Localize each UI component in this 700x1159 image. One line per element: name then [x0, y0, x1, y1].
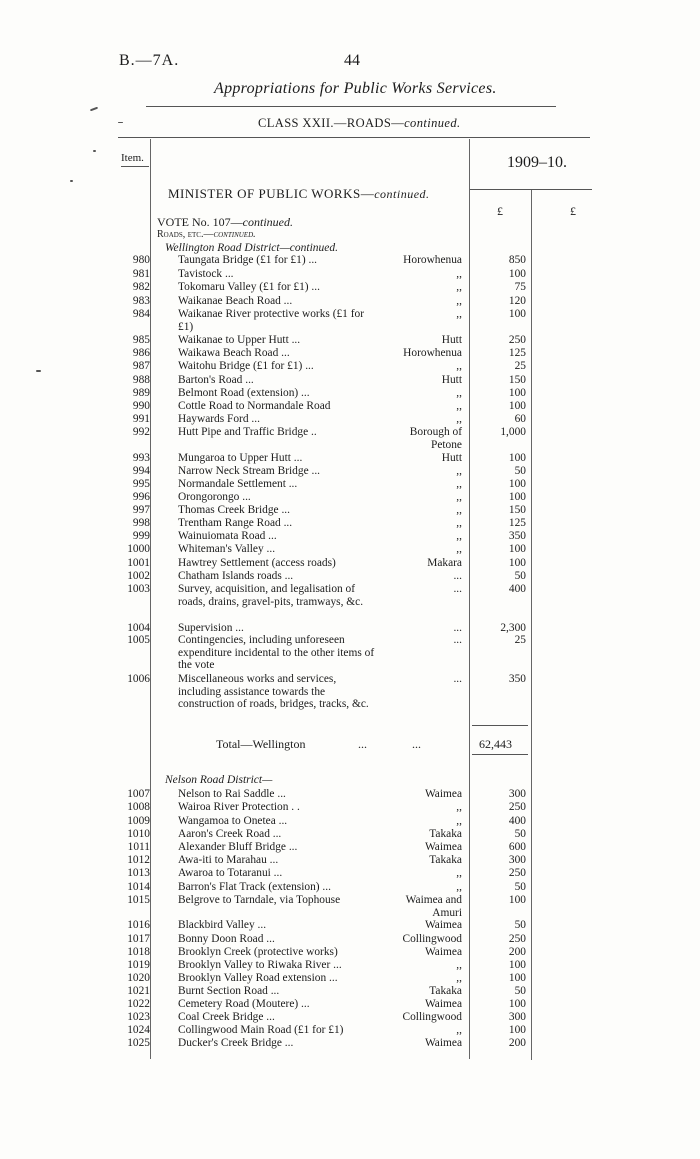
item-number: 1010 — [127, 828, 150, 840]
item-number: 990 — [132, 400, 150, 412]
item-description: Barron's Flat Track (extension) ... — [178, 881, 331, 893]
item-district: ... — [453, 673, 462, 685]
item-description: Chatham Islands roads ... — [178, 570, 294, 582]
item-description: Cemetery Road (Moutere) ... — [178, 998, 310, 1010]
item-number: 1012 — [127, 854, 150, 866]
item-description: Hutt Pipe and Traffic Bridge .. — [178, 426, 317, 438]
item-description: Haywards Ford ... — [178, 413, 260, 425]
item-amount: 200 — [508, 1037, 526, 1049]
item-description: Contingencies, including unforeseen expenditure incidental to the other items of the vote — [178, 634, 375, 671]
item-district: ,, — [456, 400, 462, 412]
item-description: Supervision ... — [178, 622, 244, 634]
item-amount: 100 — [508, 400, 526, 412]
item-amount: 400 — [508, 815, 526, 827]
scan-speck — [90, 107, 98, 112]
item-number: 981 — [132, 268, 150, 280]
item-amount: 50 — [514, 919, 526, 931]
item-number: 1025 — [127, 1037, 150, 1049]
minister-heading: MINISTER OF PUBLIC WORKS—continued. — [168, 186, 430, 201]
item-amount: 100 — [508, 543, 526, 555]
item-number: 988 — [132, 374, 150, 386]
item-number: 993 — [132, 452, 150, 464]
item-district: Makara — [427, 557, 462, 569]
item-number: 997 — [132, 504, 150, 516]
item-number: 982 — [132, 281, 150, 293]
item-description: Nelson to Rai Saddle ... — [178, 788, 286, 800]
item-description: Ducker's Creek Bridge ... — [178, 1037, 294, 1049]
item-description: Waikanae to Upper Hutt ... — [178, 334, 301, 346]
item-district: ,, — [456, 881, 462, 893]
column-header-year: 1909–10. — [507, 154, 567, 171]
item-district: ,, — [456, 478, 462, 490]
item-number: 1017 — [127, 933, 150, 945]
item-amount: 100 — [508, 1024, 526, 1036]
item-amount: 300 — [508, 788, 526, 800]
item-district: ,, — [456, 308, 462, 320]
item-number: 1014 — [127, 881, 150, 893]
item-description: Collingwood Main Road (£1 for £1) — [178, 1024, 344, 1036]
item-district: ,, — [456, 504, 462, 516]
item-number: 994 — [132, 465, 150, 477]
year-column-rule-left — [469, 139, 470, 1059]
nelson-district-heading: Nelson Road District— — [165, 774, 273, 786]
item-district: Waimea and Amuri — [405, 894, 462, 919]
wellington-total-label: Total—Wellington — [216, 737, 306, 751]
scan-speck — [118, 122, 123, 123]
item-description: Cottle Road to Normandale Road — [178, 400, 331, 412]
item-district: ,, — [456, 268, 462, 280]
item-description: Awa-iti to Marahau ... — [178, 854, 279, 866]
item-number: 980 — [132, 254, 150, 266]
item-amount: 250 — [508, 801, 526, 813]
table-top-rule — [118, 137, 590, 138]
item-amount: 350 — [508, 673, 526, 685]
item-district: Waimea — [424, 841, 462, 853]
item-number: 1003 — [127, 583, 150, 595]
item-amount: 25 — [514, 360, 526, 372]
item-description: Waitohu Bridge (£1 for £1) ... — [178, 360, 314, 372]
item-description: Wangamoa to Onetea ... — [178, 815, 288, 827]
item-description: Brooklyn Valley Road extension ... — [178, 972, 338, 984]
item-amount: 150 — [508, 504, 526, 516]
item-number: 1008 — [127, 801, 150, 813]
item-description: Whiteman's Valley ... — [178, 543, 276, 555]
item-district: Waimea — [424, 1037, 462, 1049]
item-district: ,, — [456, 801, 462, 813]
item-description: Normandale Settlement ... — [178, 478, 298, 490]
item-description: Taungata Bridge (£1 for £1) ... — [178, 254, 318, 266]
item-district: ,, — [456, 281, 462, 293]
item-district: Collingwood — [402, 933, 462, 945]
item-number: 991 — [132, 413, 150, 425]
item-number: 1007 — [127, 788, 150, 800]
item-amount: 250 — [508, 867, 526, 879]
item-number: 1006 — [127, 673, 150, 685]
item-number: 1022 — [127, 998, 150, 1010]
item-district: ,, — [456, 1024, 462, 1036]
item-number: 1000 — [127, 543, 150, 555]
scan-speck — [93, 150, 96, 152]
year-column-rule-middle — [531, 190, 532, 1060]
total-bottom-rule — [472, 754, 528, 755]
item-amount: 100 — [508, 308, 526, 320]
item-district: ... — [453, 634, 462, 646]
item-amount: 100 — [508, 557, 526, 569]
item-district: ,, — [456, 815, 462, 827]
item-amount: 50 — [514, 570, 526, 582]
item-amount: 100 — [508, 491, 526, 503]
column-header-pounds-1: £ — [497, 204, 503, 218]
item-district: ,, — [456, 360, 462, 372]
item-amount: 400 — [508, 583, 526, 595]
item-description: Tokomaru Valley (£1 for £1) ... — [178, 281, 320, 293]
item-number: 1019 — [127, 959, 150, 971]
item-amount: 60 — [514, 413, 526, 425]
item-district: Waimea — [424, 788, 462, 800]
item-district: Waimea — [424, 998, 462, 1010]
item-district: Borough of Petone — [409, 426, 462, 451]
item-district: Waimea — [424, 946, 462, 958]
item-number: 1004 — [127, 622, 150, 634]
page-number: 44 — [344, 52, 360, 69]
item-description: Wainuiomata Road ... — [178, 530, 277, 542]
item-number: 1018 — [127, 946, 150, 958]
item-description: Hawtrey Settlement (access roads) — [178, 557, 336, 569]
item-district: Horowhenua — [403, 254, 462, 266]
item-description: Narrow Neck Stream Bridge ... — [178, 465, 321, 477]
total-top-rule — [472, 725, 528, 726]
item-number: 986 — [132, 347, 150, 359]
item-description: Coal Creek Bridge ... — [178, 1011, 275, 1023]
item-amount: 125 — [508, 347, 526, 359]
item-amount: 100 — [508, 387, 526, 399]
item-amount: 600 — [508, 841, 526, 853]
item-description: Barton's Road ... — [178, 374, 254, 386]
item-description: Belmont Road (extension) ... — [178, 387, 310, 399]
total-leader-dots-2: ... — [412, 737, 421, 751]
item-district: Takaka — [429, 854, 462, 866]
item-header-underline — [121, 166, 149, 167]
item-amount: 100 — [508, 972, 526, 984]
item-district: Waimea — [424, 919, 462, 931]
item-district: ,, — [456, 295, 462, 307]
item-number: 1009 — [127, 815, 150, 827]
item-description: Brooklyn Creek (protective works) — [178, 946, 338, 958]
item-amount: 100 — [508, 452, 526, 464]
item-description: Alexander Bluff Bridge ... — [178, 841, 298, 853]
item-description: Brooklyn Valley to Riwaka River ... — [178, 959, 342, 971]
item-district: ... — [453, 583, 462, 595]
item-district: ,, — [456, 387, 462, 399]
item-number: 995 — [132, 478, 150, 490]
item-number: 984 — [132, 308, 150, 320]
item-number: 999 — [132, 530, 150, 542]
item-number: 989 — [132, 387, 150, 399]
item-amount: 50 — [514, 881, 526, 893]
item-amount: 1,000 — [500, 426, 526, 438]
item-number: 1023 — [127, 1011, 150, 1023]
wellington-district-heading: Wellington Road District—continued. — [165, 242, 339, 254]
item-district: Collingwood — [402, 1011, 462, 1023]
item-description: Waikanae River protective works (£1 for £1) — [178, 308, 365, 333]
item-description: Survey, acquisition, and legalisation of roads, drains, gravel-pits, tramways, &c. — [178, 583, 364, 608]
item-number: 985 — [132, 334, 150, 346]
item-number: 1015 — [127, 894, 150, 906]
item-number: 983 — [132, 295, 150, 307]
vote-heading: VOTE No. 107—continued. — [157, 215, 293, 229]
item-description: Waikanae Beach Road ... — [178, 295, 293, 307]
item-district: ,, — [456, 959, 462, 971]
item-district: ,, — [456, 413, 462, 425]
document-reference: B.—7A. — [119, 52, 180, 69]
item-district: ,, — [456, 867, 462, 879]
column-header-pounds-2: £ — [570, 204, 576, 218]
item-amount: 75 — [514, 281, 526, 293]
item-amount: 50 — [514, 465, 526, 477]
item-district: ,, — [456, 543, 462, 555]
item-number: 1016 — [127, 919, 150, 931]
item-district: ,, — [456, 530, 462, 542]
item-description: Belgrove to Tarndale, via Tophouse — [178, 894, 341, 906]
item-amount: 50 — [514, 828, 526, 840]
item-description: Burnt Section Road ... — [178, 985, 280, 997]
roads-heading: Roads, etc.—continued. — [157, 229, 256, 240]
item-amount: 25 — [514, 634, 526, 646]
item-description: Orongorongo ... — [178, 491, 251, 503]
item-description: Blackbird Valley ... — [178, 919, 267, 931]
item-description: Bonny Doon Road ... — [178, 933, 275, 945]
item-description: Miscellaneous works and services, including assistance towards the construction of roads, bridges, tracks, &c. — [178, 673, 369, 710]
item-amount: 100 — [508, 478, 526, 490]
item-amount: 300 — [508, 1011, 526, 1023]
item-description: Awaroa to Totaranui ... — [178, 867, 283, 879]
item-amount: 100 — [508, 894, 526, 906]
item-amount: 300 — [508, 854, 526, 866]
item-amount: 200 — [508, 946, 526, 958]
item-number: 996 — [132, 491, 150, 503]
wellington-total-amount: 62,443 — [479, 737, 512, 751]
column-header-item: Item. — [121, 152, 144, 164]
item-number: 1020 — [127, 972, 150, 984]
header-rule — [146, 106, 556, 107]
item-number: 998 — [132, 517, 150, 529]
item-district: ,, — [456, 517, 462, 529]
item-amount: 100 — [508, 268, 526, 280]
item-amount: 250 — [508, 334, 526, 346]
item-amount: 250 — [508, 933, 526, 945]
item-number: 987 — [132, 360, 150, 372]
item-amount: 120 — [508, 295, 526, 307]
item-district: ,, — [456, 491, 462, 503]
item-amount: 850 — [508, 254, 526, 266]
item-number: 1013 — [127, 867, 150, 879]
item-district: Takaka — [429, 985, 462, 997]
scan-speck — [70, 180, 73, 182]
item-district: Hutt — [441, 374, 462, 386]
item-district: Hutt — [441, 452, 462, 464]
item-district: Horowhenua — [403, 347, 462, 359]
item-number: 1024 — [127, 1024, 150, 1036]
item-number: 1005 — [127, 634, 150, 646]
item-number: 1011 — [127, 841, 150, 853]
class-heading: CLASS XXII.—ROADS—continued. — [258, 116, 461, 130]
item-district: Takaka — [429, 828, 462, 840]
item-description: Trentham Range Road ... — [178, 517, 293, 529]
item-amount: 150 — [508, 374, 526, 386]
item-description: Wairoa River Protection . . — [178, 801, 300, 813]
page-title: Appropriations for Public Works Services. — [214, 80, 497, 97]
item-district: ,, — [456, 972, 462, 984]
item-amount: 100 — [508, 959, 526, 971]
total-leader-dots-1: ... — [358, 737, 367, 751]
item-number: 992 — [132, 426, 150, 438]
item-district: ... — [453, 570, 462, 582]
item-district: ... — [453, 622, 462, 634]
item-column-rule — [150, 139, 151, 1059]
item-amount: 350 — [508, 530, 526, 542]
item-description: Aaron's Creek Road ... — [178, 828, 282, 840]
item-amount: 50 — [514, 985, 526, 997]
item-district: Hutt — [441, 334, 462, 346]
item-amount: 125 — [508, 517, 526, 529]
item-amount: 2,300 — [500, 622, 526, 634]
item-amount: 100 — [508, 998, 526, 1010]
item-district: ,, — [456, 465, 462, 477]
scan-speck — [36, 370, 41, 372]
item-number: 1021 — [127, 985, 150, 997]
item-number: 1002 — [127, 570, 150, 582]
item-description: Mungaroa to Upper Hutt ... — [178, 452, 303, 464]
item-description: Waikawa Beach Road ... — [178, 347, 290, 359]
item-description: Tavistock ... — [178, 268, 234, 280]
item-number: 1001 — [127, 557, 150, 569]
item-description: Thomas Creek Bridge ... — [178, 504, 290, 516]
